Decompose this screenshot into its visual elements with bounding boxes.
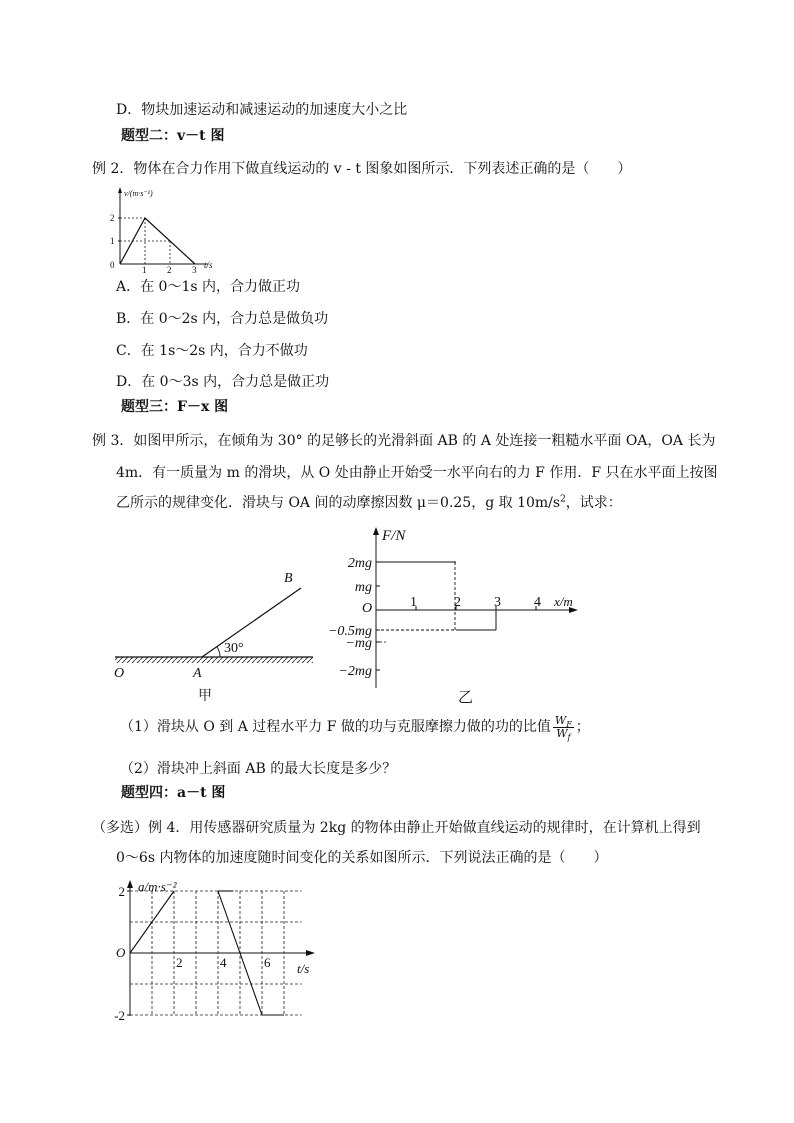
at-y-tick-label: 2 [118, 884, 125, 899]
work-ratio-fraction [553, 715, 574, 740]
fig-jia-incline [110, 560, 325, 704]
unit-exponent: 2 [560, 494, 566, 505]
vt-x-tick-label: 3 [192, 265, 197, 275]
fx-origin: O [362, 601, 373, 616]
at-x-tick-label: 4 [220, 955, 227, 970]
section-heading-2: 题型二：v－t 图 [121, 128, 225, 144]
work-ratio-num: W [554, 713, 567, 727]
example-3-line-3-a: 乙所示的规律变化．滑块与 OA 间的动摩擦因数 μ＝0.25，g 取 10m/s [116, 495, 561, 511]
fx-y-tick-label: −0.5mg [327, 624, 372, 639]
at-ylabel: a/m·s⁻² [138, 879, 177, 894]
fx-x-tick-label: 1 [410, 595, 417, 610]
at-y-tick-label: -2 [114, 1008, 125, 1023]
at-y-arrow [127, 880, 133, 888]
example-4-line-1: （多选）例 4．用传感器研究质量为 2kg 的物体由静止开始做直线运动的规律时，在计算机上得到 [92, 820, 701, 836]
fx-y-tick-label: −mg [345, 636, 372, 651]
fx-xlabel: x/m [554, 594, 573, 609]
example-3-line-3-b: ，试求： [565, 495, 622, 511]
angle-arc [217, 647, 220, 657]
ex2-option-c: C．在 1s～2s 内，合力不做功 [116, 343, 308, 359]
point-a-label: A [193, 666, 202, 681]
section-heading-4: 题型四：a－t 图 [121, 785, 226, 801]
work-ratio-den: W [556, 726, 568, 740]
work-ratio-den-sub: f [567, 732, 571, 742]
fx-y-arrow [373, 527, 379, 535]
vt-origin: 0 [110, 260, 115, 270]
example-4-line-2: 0～6s 内物体的加速度随时间变化的关系如图所示．下列说法正确的是（ ） [116, 850, 608, 866]
at-x-arrow [306, 950, 315, 956]
section-heading-3: 题型三：F－x 图 [121, 399, 229, 415]
example-2-question: 例 2．物体在合力作用下做直线运动的 v - t 图象如图所示．下列表述正确的是（ ） [92, 161, 632, 177]
option-d-ex1: D．物块加速运动和减速运动的加速度大小之比 [116, 102, 408, 118]
fig-jia-caption: 甲 [198, 689, 212, 704]
fx-y-tick-label: mg [354, 580, 372, 595]
vt-ylabel: v/(m·s⁻¹) [124, 189, 153, 198]
ex3-subquestion-1 [120, 714, 590, 740]
vt-x-tick-label: 1 [142, 265, 147, 275]
vt-y-arrow [118, 187, 122, 193]
fx-y-tick-label: 2mg [347, 556, 372, 571]
ex2-option-a: A．在 0～1s 内，合力做正功 [116, 279, 301, 295]
vt-y-tick-label: 2 [110, 213, 115, 223]
example-3-line-3 [116, 494, 622, 512]
q1-prefix: （1）滑块从 O 到 A 过程水平力 F 做的功与克服摩擦力做的功的比值 [120, 719, 551, 735]
vt-xlabel: t/s [204, 260, 213, 270]
point-o-label: O [114, 666, 125, 681]
at-chart [110, 876, 330, 1021]
fx-x-tick-label: 4 [534, 595, 541, 610]
example-3-line-2: 4m．有一质量为 m 的滑块，从 O 处由静止开始受一水平向右的力 F 作用．F 只在水平面上按图 [116, 465, 718, 481]
fig-yi-fx-chart [310, 520, 585, 705]
work-ratio-num-sub: F [566, 719, 572, 729]
ex3-subquestion-2: （2）滑块冲上斜面 AB 的最大长度是多少？ [120, 761, 397, 777]
q1-suffix: ； [575, 719, 590, 735]
at-origin: O [116, 945, 126, 960]
at-x-tick-label: 6 [264, 955, 271, 970]
ground-hatching [115, 657, 313, 663]
vt-y-tick-label: 1 [110, 236, 115, 246]
fig-yi-caption: 乙 [458, 690, 474, 706]
fx-y-tick-label: −2mg [338, 664, 372, 679]
example-3-line-1: 例 3．如图甲所示，在倾角为 30° 的足够长的光滑斜面 AB 的 A 处连接一粗糙水平面 OA，OA 长为 [92, 433, 716, 449]
fx-x-tick-label: 3 [494, 595, 501, 610]
at-xlabel: t/s [297, 961, 310, 976]
incline-ab [202, 588, 301, 657]
fx-ylabel: F/N [382, 528, 406, 544]
point-b-label: B [284, 571, 293, 586]
ex2-option-d: D．在 0～3s 内，合力总是做正功 [116, 374, 330, 390]
angle-label: 30° [224, 641, 244, 656]
vt-x-tick-label: 2 [167, 265, 172, 275]
at-x-tick-label: 2 [176, 955, 183, 970]
fx-x-tick-label: 2 [454, 595, 461, 610]
ex2-option-b: B．在 0～2s 内，合力总是做负功 [116, 311, 329, 327]
vt-chart [100, 186, 230, 275]
